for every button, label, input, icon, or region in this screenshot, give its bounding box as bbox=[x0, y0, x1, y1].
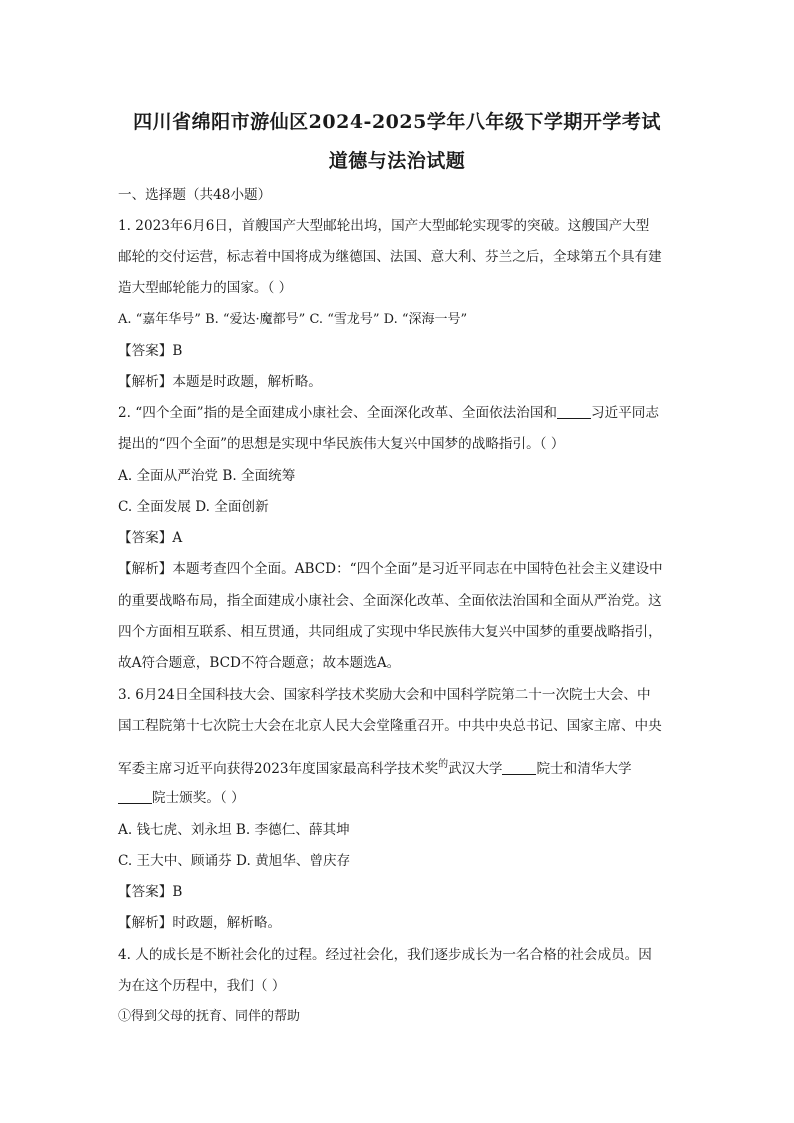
document-title-line1: 四川省绵阳市游仙区2024-2025学年八年级下学期开学考试 bbox=[133, 111, 661, 133]
q2-stem-line2: 提出的“四个全面”的思想是实现中华民族伟大复兴中国梦的战略指引。（ ） bbox=[118, 436, 565, 452]
q3-options-line2: C. 王大中、顾诵芬 D. 黄旭华、曾庆存 bbox=[118, 853, 351, 869]
q2-analysis-line4: 故A符合题意，BCD不符合题意；故本题选A。 bbox=[118, 655, 401, 671]
q2-stem-line1 bbox=[118, 404, 659, 422]
q3-stem-line2: 国工程院第十七次院士大会在北京人民大会堂隆重召开。中共中央总书记、国家主席、中央 bbox=[118, 718, 662, 734]
q1-answer: 【答案】B bbox=[118, 343, 183, 359]
document-title-line2: 道德与法治试题 bbox=[328, 150, 466, 172]
q1-stem-line1: 1. 2023年6月6日，首艘国产大型邮轮出坞，国产大型邮轮实现零的突破。这艘国产大型 bbox=[118, 218, 650, 234]
q3-stem-part-d: 院士颁奖。（ ） bbox=[152, 790, 245, 806]
fill-blank bbox=[502, 762, 536, 775]
q3-options-line1: A. 钱七虎、刘永坦 B. 李德仁、薛其坤 bbox=[118, 822, 350, 838]
q3-stem-part-a: 军委主席习近平向获得2023年度国家最高科学技术奖 bbox=[118, 761, 439, 777]
q1-stem-line2: 邮轮的交付运营，标志着中国将成为继德国、法国、意大利、芬兰之后，全球第五个具有建 bbox=[118, 249, 662, 265]
section-heading: 一、选择题（共48小题） bbox=[118, 187, 272, 203]
q3-stem-line1: 3. 6月24日全国科技大会、国家科学技术奖励大会和中国科学院第二十一次院士大会、中 bbox=[118, 687, 651, 703]
q3-stem-line3 bbox=[118, 756, 632, 778]
q2-analysis-line2: 的重要战略布局，指全面建成小康社会、全面深化改革、全面依法治国和全面从严治党。这 bbox=[118, 593, 662, 609]
q3-stem-part-c: 院士和清华大学 bbox=[536, 761, 632, 777]
q2-analysis-line3: 四个方面相互联系、相互贯通，共同组成了实现中华民族伟大复兴中国梦的重要战略指引， bbox=[118, 624, 662, 640]
q2-stem-part-b: 习近平同志 bbox=[591, 405, 659, 421]
q3-stem-line4 bbox=[118, 789, 245, 807]
fill-blank bbox=[118, 791, 152, 804]
q4-item-1: ①得到父母的抚育、同伴的帮助 bbox=[118, 1009, 301, 1024]
q2-stem-part-a: 2. “四个全面”指的是全面建成小康社会、全面深化改革、全面依法治国和 bbox=[118, 405, 558, 421]
fill-blank bbox=[557, 406, 591, 419]
q3-stem-part-b: 武汉大学 bbox=[448, 761, 503, 777]
q4-stem-line1: 4. 人的成长是不断社会化的过程。经过社会化，我们逐步成长为一名合格的社会成员。因 bbox=[118, 947, 652, 963]
q1-stem-line3: 造大型邮轮能力的国家。（ ） bbox=[118, 280, 293, 296]
q2-analysis-line1: 【解析】本题考查四个全面。ABCD：“四个全面”是习近平同志在中国特色社会主义建设中 bbox=[118, 561, 663, 577]
q2-options-line1: A. 全面从严治党 B. 全面统筹 bbox=[118, 468, 296, 484]
q3-answer: 【答案】B bbox=[118, 884, 183, 900]
q4-stem-line2: 为在这个历程中，我们（ ） bbox=[118, 978, 286, 994]
q2-answer: 【答案】A bbox=[118, 530, 183, 546]
q1-analysis: 【解析】本题是时政题，解析略。 bbox=[118, 374, 322, 390]
q3-stem-superscript: 的 bbox=[438, 759, 449, 770]
q1-options: A. “嘉年华号” B. “爱达·魔都号” C. “雪龙号” D. “深海一号” bbox=[118, 312, 468, 327]
q2-options-line2: C. 全面发展 D. 全面创新 bbox=[118, 499, 269, 515]
q3-analysis: 【解析】时政题，解析略。 bbox=[118, 915, 282, 931]
